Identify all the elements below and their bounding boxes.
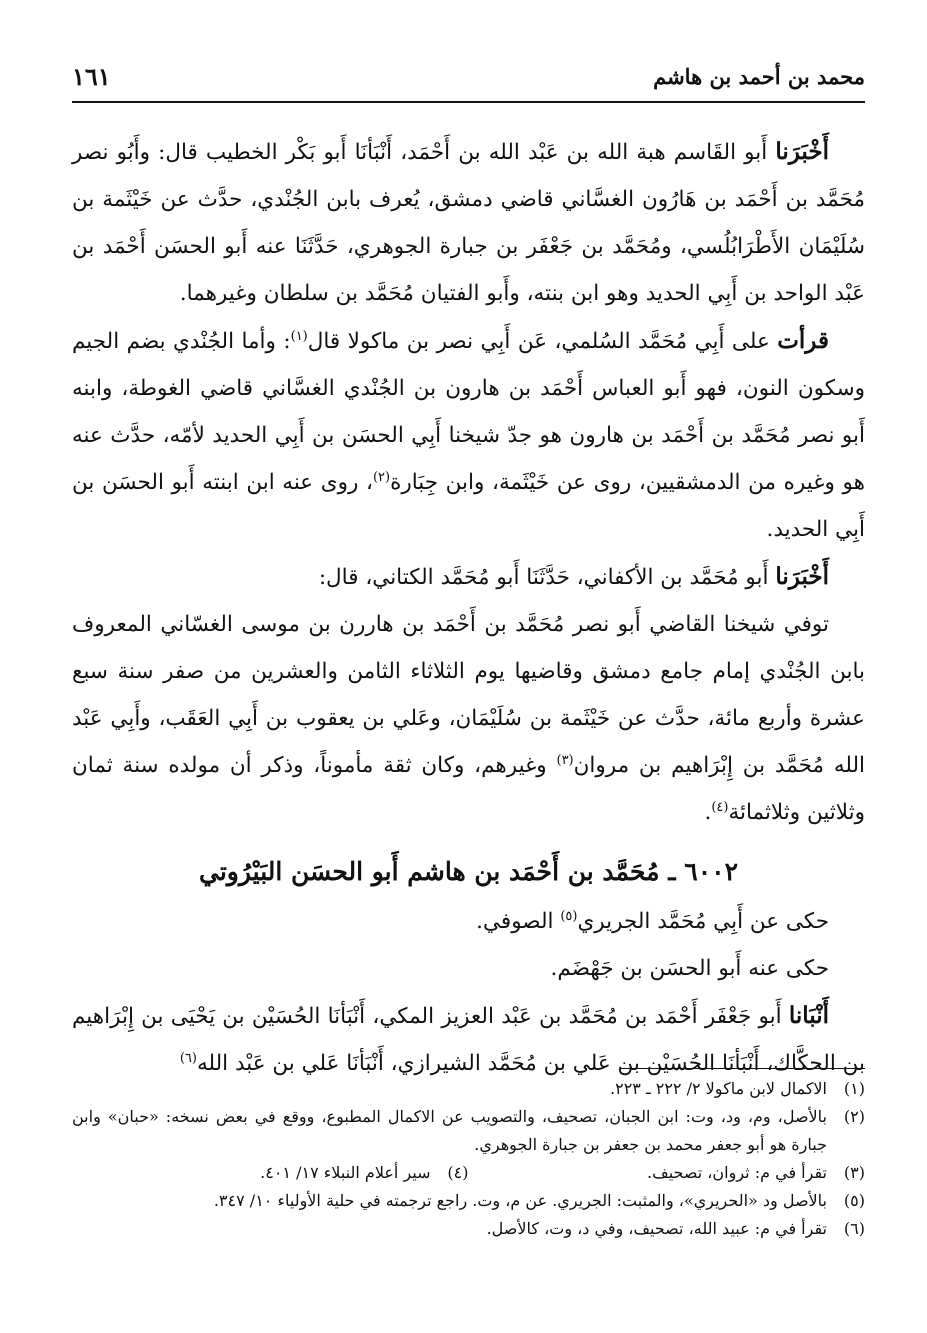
footnote-6 <box>72 1215 865 1243</box>
paragraph-lead: قرأت <box>777 327 829 354</box>
paragraph-text: توفي شيخنا القاضي أَبو نصر مُحَمَّد بن أَحْمَد بن هاررن بن موسى الغسّاني المعروف بابن الجُنْدي إمام جامع دمشق وقاضيها يوم الثلاثاء الثامن والعشرين من صفر سنة سبع عشرة وأربع مائة، حدَّث عن خَيْثَمة بن سُلَيْمَان، وعَلي بن يعقوب بن أَبِي العَقَب، وأَبِي عَبْد الله مُحَمَّد بن إِبْرَاهيم بن مروان <box>72 612 865 778</box>
footnote-ref[interactable]: (١) <box>290 328 308 344</box>
paragraph-lead: أَخْبَرَنا <box>775 138 829 165</box>
paragraph-text: على أَبِي مُحَمَّد السُلمي، عَن أَبِي نصر بن ماكولا قال <box>307 329 770 354</box>
footnote-text: بالأصل ود «الحريري»، والمثبت: الجريري. عن م، وت. راجع ترجمته في حلية الأولياء ١٠/ ٣٤٧. <box>213 1191 827 1210</box>
footnote-1 <box>72 1075 865 1103</box>
footnote-text: سير أعلام النبلاء ١٧/ ٤٠١. <box>260 1163 431 1182</box>
footnote-2 <box>72 1103 865 1159</box>
paragraph-text: أَبو جَعْفَر أَحْمَد بن مُحَمَّد بن عَبْد العزيز المكي، أَنْبَأنَا الحُسَيْن بن يَحْيَى بن إِبْرَاهيم بن الحكَّاك، أَنْبَأنَا الحُسَيْن بن عَلي بن مُحَمَّد الشيرازي، أَنْبَأنَا عَلي بن عَبْد الله <box>72 1004 865 1076</box>
footnote-text: الاكمال لابن ماكولا ٢/ ٢٢٢ ـ ٢٢٣. <box>610 1079 827 1098</box>
footnote-ref[interactable]: (٤) <box>711 799 729 815</box>
footnotes <box>72 1075 865 1243</box>
paragraph-text: ، روى عنه ابن ابنته أَبو الحسَن بن أَبِي الحديد. <box>72 470 865 542</box>
footnote-ref[interactable]: (٣) <box>556 752 574 768</box>
footnote-number: (٣) <box>843 1163 865 1182</box>
header-divider <box>72 101 865 103</box>
footnote-4 <box>72 1159 469 1187</box>
footnote-3 <box>469 1159 866 1187</box>
paragraph-text: الصوفي. <box>476 909 561 934</box>
paragraph-7 <box>72 992 865 1087</box>
main-text <box>72 128 865 1087</box>
running-title: محمد بن أحمد بن هاشم <box>653 64 865 89</box>
paragraph-3 <box>72 553 865 601</box>
paragraph-lead: أَنْبَانا <box>788 1002 829 1029</box>
footnote-ref[interactable]: (٦) <box>179 1050 197 1066</box>
footnote-number: (٦) <box>843 1219 865 1238</box>
footnote-ref[interactable]: (٢) <box>372 469 391 485</box>
paragraph-lead: أَخْبَرَنا <box>775 563 829 590</box>
paragraph-text: وغيرهم، وكان ثقة مأموناً، وذكر أن مولده سنة ثمان وثلاثين وثلاثمائة <box>72 753 865 825</box>
footnote-text: تقرأ في م: ثروان، تصحيف. <box>647 1163 827 1182</box>
paragraph-2 <box>72 317 865 553</box>
paragraph-text: أَبو مُحَمَّد بن الأكفاني، حَدَّثَنَا أَبو مُحَمَّد الكتاني، قال: <box>318 565 769 590</box>
footnote-5 <box>72 1187 865 1215</box>
entry-heading: ٦٠٠٢ ـ مُحَمَّد بن أَحْمَد بن هاشم أَبو الحسَن البَيْرُوتي <box>199 857 738 886</box>
page-number: ١٦١ <box>72 62 111 91</box>
footnote-number: (٥) <box>843 1191 865 1210</box>
footnote-number: (١) <box>843 1079 865 1098</box>
paragraph-4 <box>72 601 865 836</box>
page-header <box>72 62 865 98</box>
paragraph-text: حكى عنه أَبو الحسَن بن جَهْضَم. <box>550 956 829 981</box>
footnote-text: بالأصل، وم، ود، وت: ابن الجبان، تصحيف، والتصويب عن الاكمال المطبوع، ووقع في بعض نسخه: «حبان» وابن جبارة هو أبو جعفر محمد بن جعفر بن جبارة الجوهري. <box>72 1107 827 1154</box>
paragraph-text: . <box>704 800 712 825</box>
footnote-ref[interactable]: (٥) <box>560 908 578 924</box>
footnote-divider <box>620 1068 865 1069</box>
paragraph-text: حكى عن أَبِي مُحَمَّد الجريري <box>577 909 829 934</box>
footnote-row-3-4 <box>72 1159 865 1187</box>
paragraph-text: : وأما الجُنْدي بضم الجيم وسكون النون، فهو أَبو العباس أَحْمَد بن هارون بن الجُنْدي الغسَّاني قاضي الغوطة، وابنه أَبو نصر مُحَمَّد بن أَحْمَد بن هارون هو جدّ شيخنا أَبِي الحسَن بن أَبِي الحديد لأمّه، حدَّث عنه هو وغيره من الدمشقيين، روى عن خَيْثَمة، وابن جِبَارة <box>72 329 865 495</box>
footnote-text: تقرأ في م: عبيد الله، تصحيف، وفي د، وت، كالأصل. <box>486 1219 827 1238</box>
footnote-number: (٤) <box>447 1163 469 1182</box>
paragraph-text: أَبو القَاسم هبة الله بن عَبْد الله بن أَحْمَد، أَنْبَأنَا أَبو بَكْر الخطيب قال: وأَبُو نصر مُحَمَّد بن أَحْمَد بن هَارُون الغسَّاني قاضي دمشق، يُعرف بابن الجُنْدي، حدَّث عن خَيْثَمة بن سُلَيْمَان الأَطْرَابُلُسي، ومُحَمَّد بن جَعْفَر بن جبارة الجوهري، حَدَّثَنَا عنه أَبو الحسَن أَحْمَد بن عَبْد الواحد بن أَبِي الحديد وهو ابن بنته، وأَبو الفتيان مُحَمَّد بن سلطان وغيرهما. <box>72 140 865 306</box>
paragraph-5 <box>72 898 865 945</box>
footnote-number: (٢) <box>843 1107 865 1126</box>
paragraph-6 <box>72 945 865 992</box>
paragraph-1 <box>72 128 865 317</box>
